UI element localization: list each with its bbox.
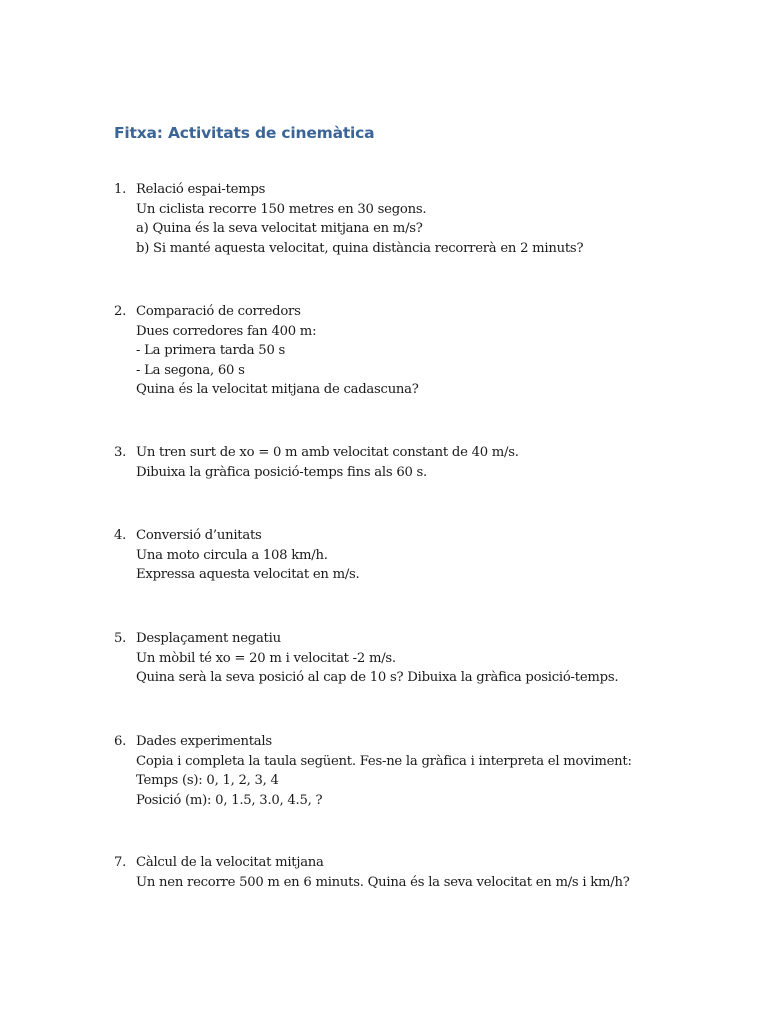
activity-text-line: Copia i completa la taula següent. Fes-ne la gràfica i interpreta el moviment:	[136, 753, 632, 769]
activity-number: 4.	[114, 528, 127, 543]
activity-heading: Comparació de corredors	[136, 304, 301, 319]
activity-number: 1.	[114, 182, 127, 197]
activity-heading: Relació espai-temps	[136, 182, 266, 197]
activity-number: 6.	[114, 734, 127, 749]
activity-text-line: Temps (s): 0, 1, 2, 3, 4	[136, 773, 279, 788]
activity-number: 3.	[114, 445, 127, 460]
activity-text-line: Expressa aquesta velocitat en m/s.	[136, 567, 360, 582]
activity-text-line: b) Si manté aquesta velocitat, quina distància recorrerà en 2 minuts?	[136, 240, 584, 256]
activity-text-line: Quina serà la seva posició al cap de 10 s? Dibuixa la gràfica posició-temps.	[136, 670, 619, 685]
page-title: Fitxa: Activitats de cinemàtica	[114, 124, 375, 142]
activity-body	[136, 180, 736, 258]
activity-text-line: Un nen recorre 500 m en 6 minuts. Quina és la seva velocitat en m/s i km/h?	[136, 874, 630, 890]
activity-heading: Dades experimentals	[136, 734, 272, 749]
activity-body	[136, 732, 736, 810]
activity-body	[136, 526, 736, 585]
activity-text-line: Quina és la velocitat mitjana de cadascuna?	[136, 382, 419, 397]
activity-heading: Desplaçament negatiu	[136, 631, 281, 646]
activity-number: 2.	[114, 304, 127, 319]
activity-text-line: - La primera tarda 50 s	[136, 343, 286, 358]
activity-body	[136, 853, 736, 892]
activity-body	[136, 443, 736, 482]
activity-body	[136, 302, 736, 400]
activity-number: 5.	[114, 631, 127, 646]
activity-heading: Conversió d’unitats	[136, 528, 262, 543]
activity-text-line: Dibuixa la gràfica posició-temps fins als 60 s.	[136, 464, 428, 480]
activity-text-line: Un mòbil té xo = 20 m i velocitat -2 m/s.	[136, 650, 396, 666]
activity-text-line: Un ciclista recorre 150 metres en 30 segons.	[136, 201, 427, 217]
activity-text-line: Una moto circula a 108 km/h.	[136, 547, 328, 563]
activity-text-line: - La segona, 60 s	[136, 362, 245, 378]
activity-heading: Càlcul de la velocitat mitjana	[136, 855, 324, 870]
activity-text-line: a) Quina és la seva velocitat mitjana en m/s?	[136, 221, 423, 236]
activity-text-line: Dues corredores fan 400 m:	[136, 323, 317, 339]
activity-number: 7.	[114, 855, 127, 870]
activity-text-line: Posició (m): 0, 1.5, 3.0, 4.5, ?	[136, 792, 323, 808]
activity-body	[136, 629, 736, 688]
activity-heading: Un tren surt de xo = 0 m amb velocitat constant de 40 m/s.	[136, 445, 519, 460]
